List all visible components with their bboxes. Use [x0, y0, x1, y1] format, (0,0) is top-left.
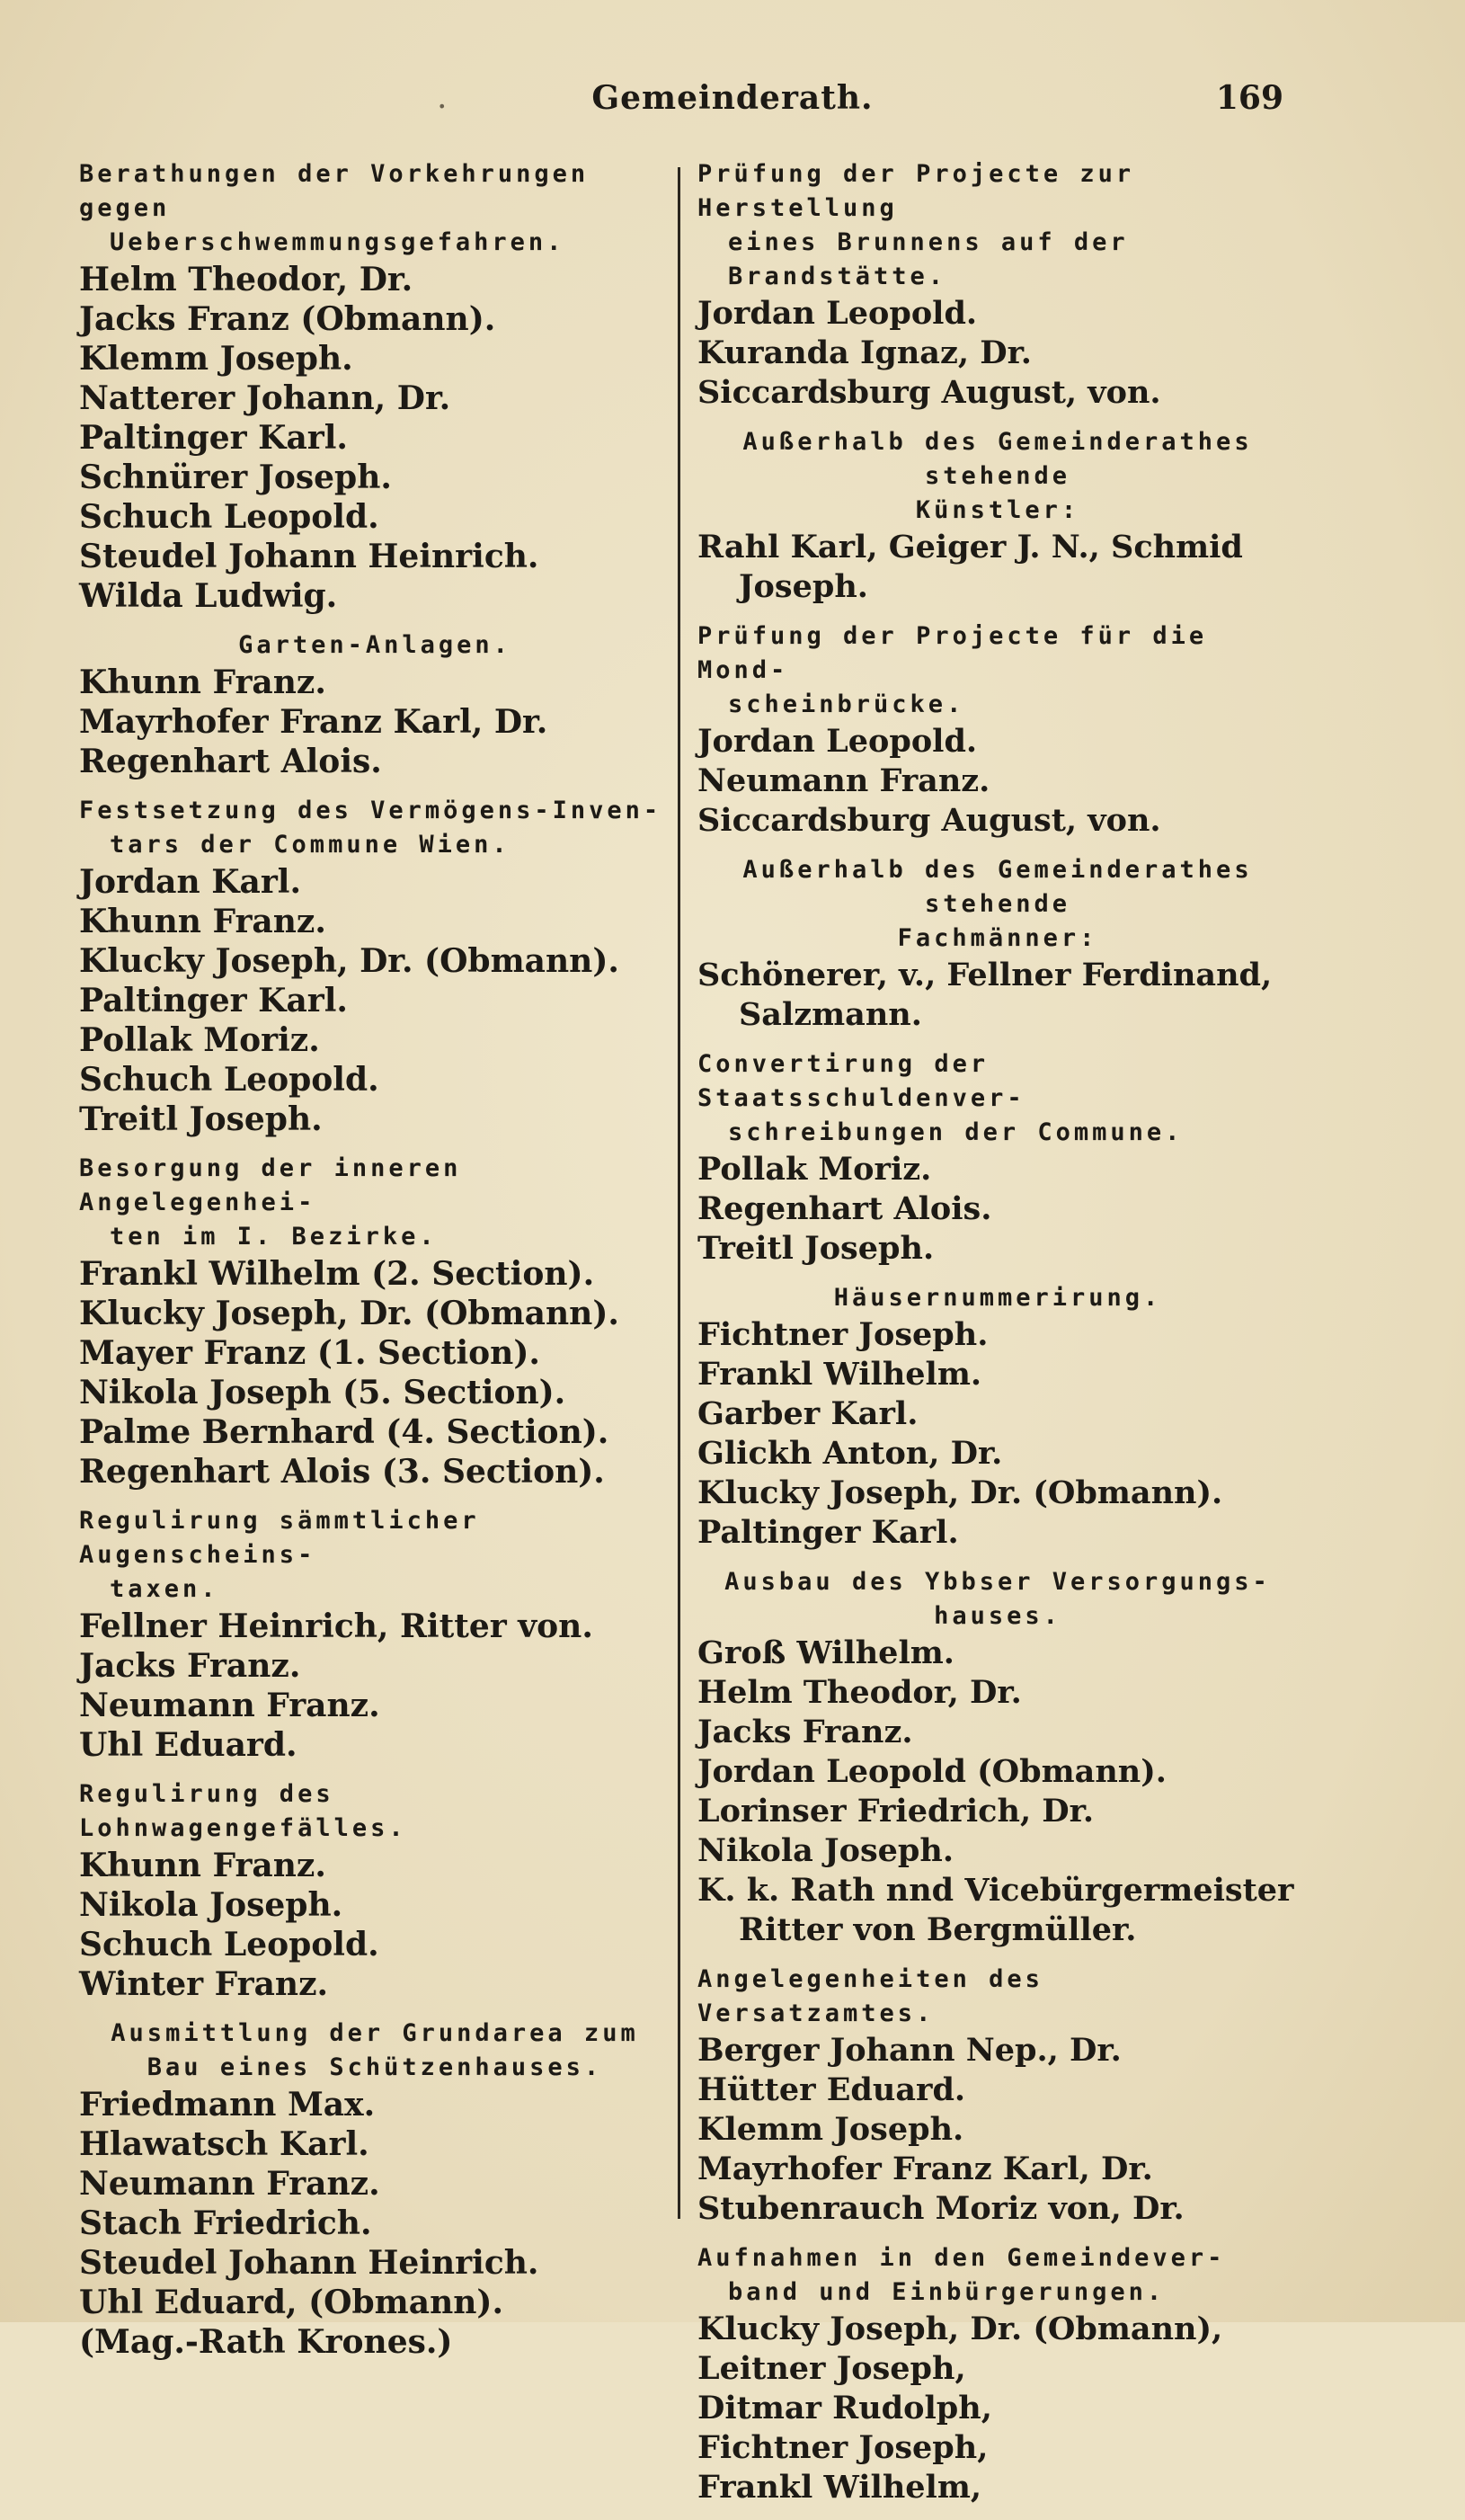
page-title: Gemeinderath. — [591, 79, 874, 117]
committee-section — [697, 1281, 1298, 1553]
member-entry: Hütter Eduard. — [697, 2071, 966, 2108]
section-heading — [79, 157, 670, 260]
section-heading — [79, 1152, 670, 1254]
section-heading-line: Häusernummerirung. — [833, 1284, 1162, 1312]
committee-section — [697, 853, 1298, 1035]
member-entry: Neumann Franz. — [79, 1687, 380, 1724]
member-entry: Groß Wilhelm. — [697, 1634, 954, 1671]
member-entry: Glickh Anton, Dr. — [697, 1435, 1003, 1472]
member-entry: Schönerer, v., Fellner Ferdinand, Salzmann. — [697, 957, 1273, 1033]
running-head — [0, 79, 1465, 124]
member-entry: Steudel Johann Heinrich. — [79, 2244, 539, 2282]
member-entry: Nikola Joseph (5. Section). — [79, 1374, 566, 1411]
member-entry: Jordan Leopold. — [697, 295, 978, 332]
section-heading — [697, 853, 1298, 956]
member-entry: Palme Bernhard (4. Section). — [79, 1413, 609, 1451]
section-heading-continuation: taxen. — [110, 1575, 219, 1603]
section-heading-line: Convertirung der Staatsschuldenver- — [697, 1050, 1026, 1112]
member-entry: Schuch Leopold. — [79, 498, 379, 536]
member-entry: Neumann Franz. — [79, 2165, 380, 2203]
member-entry: Jacks Franz (Obmann). — [79, 300, 496, 338]
committee-section — [697, 1047, 1298, 1269]
member-entry: Pollak Moriz. — [697, 1151, 932, 1188]
section-heading-line: Prüfung der Projecte für die Mond- — [697, 622, 1208, 684]
committee-section — [79, 628, 670, 781]
member-entry: Klemm Joseph. — [697, 2111, 964, 2148]
section-heading-line: Aufnahmen in den Gemeindever- — [697, 2244, 1226, 2272]
member-entry: Friedmann Max. — [79, 2086, 376, 2124]
member-entry: Klemm Joseph. — [79, 340, 353, 378]
header-dot: . — [437, 79, 448, 116]
committee-section — [697, 1565, 1298, 1950]
member-entry: Helm Theodor, Dr. — [79, 261, 413, 298]
committee-section — [79, 1504, 670, 1765]
section-heading-line: Angelegenheiten des Versatzamtes. — [697, 1965, 1043, 2027]
section-heading — [79, 1504, 670, 1607]
section-heading — [697, 157, 1298, 294]
member-entry: Schuch Leopold. — [79, 1926, 379, 1963]
member-entry: Mayrhofer Franz Karl, Dr. — [79, 703, 548, 741]
member-entry: Frankl Wilhelm (2. Section). — [79, 1255, 595, 1293]
member-entry: Frankl Wilhelm, — [697, 2469, 982, 2506]
member-entry: Wilda Ludwig. — [79, 577, 338, 615]
member-entry: Neumann Franz. — [697, 762, 990, 799]
committee-section — [697, 619, 1298, 841]
member-entry: Natterer Johann, Dr. — [79, 379, 451, 417]
member-entry: Kuranda Ignaz, Dr. — [697, 334, 1032, 371]
member-entry: Regenhart Alois. — [79, 743, 382, 780]
section-heading-line: Garten-Anlagen. — [238, 631, 511, 659]
section-heading-continuation: scheinbrücke. — [728, 690, 965, 718]
member-entry: Leitner Joseph, — [697, 2350, 966, 2387]
committee-section — [79, 1777, 670, 2004]
member-entry: Jordan Karl. — [79, 863, 302, 901]
member-entry: Pollak Moriz. — [79, 1021, 320, 1059]
member-entry: Fichtner Joseph, — [697, 2429, 989, 2466]
section-heading-continuation: schreibungen der Commune. — [728, 1118, 1184, 1146]
section-heading — [79, 794, 670, 862]
member-entry: Uhl Eduard, (Obmann). — [79, 2284, 503, 2321]
member-entry: (Mag.-Rath Krones.) — [79, 2323, 453, 2361]
member-entry: Treitl Joseph. — [697, 1230, 935, 1267]
member-entry: Uhl Eduard. — [79, 1726, 297, 1764]
section-heading-line: Ausbau des Ybbser Versorgungs- — [724, 1568, 1271, 1596]
right-column — [697, 157, 1298, 2520]
committee-section — [79, 1152, 670, 1492]
section-heading-line: Regulirung sämmtlicher Augenscheins- — [79, 1507, 480, 1569]
member-entry: Ditmar Rudolph, — [697, 2390, 992, 2427]
member-entry: Siccardsburg August, von. — [697, 374, 1161, 411]
member-entry: Siccardsburg August, von. — [697, 802, 1161, 839]
member-entry: Paltinger Karl. — [79, 419, 348, 457]
member-entry: Fellner Heinrich, Ritter von. — [79, 1607, 593, 1645]
member-entry: Lorinser Friedrich, Dr. — [697, 1793, 1095, 1830]
page-number: 169 — [1215, 79, 1283, 117]
section-heading — [79, 1777, 670, 1846]
member-entry: Regenhart Alois (3. Section). — [79, 1453, 605, 1491]
member-entry: Berger Johann Nep., Dr. — [697, 2032, 1122, 2069]
member-entry: Schnürer Joseph. — [79, 459, 392, 496]
section-heading-line: Prüfung der Projecte zur Herstellung — [697, 160, 1135, 222]
committee-section — [79, 157, 670, 616]
committee-section — [697, 157, 1298, 413]
member-entry: Nikola Joseph. — [697, 1832, 954, 1869]
section-heading-line: Besorgung der inneren Angelegenhei- — [79, 1154, 462, 1216]
committee-section — [697, 1963, 1298, 2229]
member-entry: Klucky Joseph, Dr. (Obmann). — [697, 1474, 1223, 1511]
section-heading-continuation: ten im I. Bezirke. — [110, 1223, 438, 1251]
member-entry: Nikola Joseph. — [79, 1886, 343, 1924]
member-entry: Paltinger Karl. — [697, 1514, 959, 1551]
section-heading-line: Festsetzung des Vermögens-Inven- — [79, 797, 662, 824]
section-heading — [79, 2017, 670, 2085]
member-entry: Regenhart Alois. — [697, 1190, 992, 1227]
member-entry: Khunn Franz. — [79, 903, 326, 940]
member-entry: Khunn Franz. — [79, 663, 326, 701]
section-heading — [697, 619, 1298, 722]
member-entry: Helm Theodor, Dr. — [697, 1674, 1022, 1711]
committee-section — [79, 794, 670, 1139]
section-heading-line: Berathungen der Vorkehrungen gegen — [79, 160, 590, 222]
member-entry: Schuch Leopold. — [79, 1061, 379, 1099]
committee-section — [697, 2241, 1298, 2507]
section-heading — [697, 425, 1298, 528]
section-heading-continuation: Fachmänner: — [897, 924, 1098, 952]
section-heading — [697, 1281, 1298, 1315]
member-entry: Rahl Karl, Geiger J. N., Schmid Joseph. — [697, 529, 1243, 605]
member-entry: Jordan Leopold. — [697, 723, 978, 760]
member-entry: Winter Franz. — [79, 1965, 329, 2003]
member-entry: Klucky Joseph, Dr. (Obmann). — [79, 1295, 619, 1332]
section-heading — [79, 628, 670, 663]
left-column — [79, 157, 670, 2374]
section-heading-continuation: Ueberschwemmungsgefahren. — [110, 228, 565, 256]
committee-section — [79, 2017, 670, 2362]
section-heading — [697, 1565, 1298, 1634]
member-entry: Jacks Franz. — [697, 1714, 913, 1750]
member-entry: Stach Friedrich. — [79, 2204, 372, 2242]
member-entry: Khunn Franz. — [79, 1847, 326, 1884]
section-heading — [697, 1963, 1298, 2031]
section-heading-continuation: Künstler: — [915, 496, 1080, 524]
section-heading-line: Regulirung des Lohnwagengefälles. — [79, 1780, 407, 1842]
section-heading-continuation: band und Einbürgerungen. — [728, 2278, 1166, 2306]
member-entry: Treitl Joseph. — [79, 1100, 323, 1138]
member-entry: Jordan Leopold (Obmann). — [697, 1753, 1167, 1790]
member-entry: Hlawatsch Karl. — [79, 2125, 369, 2163]
member-entry: Mayer Franz (1. Section). — [79, 1334, 540, 1372]
section-heading — [697, 1047, 1298, 1150]
member-entry: Stubenrauch Moriz von, Dr. — [697, 2190, 1185, 2227]
section-heading-continuation: eines Brunnens auf der Brandstätte. — [728, 228, 1129, 290]
member-entry: Garber Karl. — [697, 1395, 919, 1432]
member-entry: Paltinger Karl. — [79, 982, 348, 1020]
member-entry: Klucky Joseph, Dr. (Obmann), — [697, 2311, 1223, 2347]
section-heading-line: Ausmittlung der Grundarea zum — [111, 2019, 639, 2047]
member-entry: Fichtner Joseph. — [697, 1316, 989, 1353]
section-heading-continuation: hauses. — [934, 1602, 1061, 1630]
section-heading-line: Außerhalb des Gemeinderathes stehende — [742, 856, 1253, 918]
member-entry: K. k. Rath nnd Vicebürgermeister Ritter von Bergmüller. — [697, 1872, 1294, 1948]
member-entry: Mayrhofer Franz Karl, Dr. — [697, 2150, 1153, 2187]
committee-section — [697, 425, 1298, 607]
member-entry: Steudel Johann Heinrich. — [79, 538, 539, 575]
section-heading — [697, 2241, 1298, 2310]
section-heading-continuation: tars der Commune Wien. — [110, 831, 511, 859]
section-heading-continuation: Bau eines Schützenhauses. — [146, 2053, 603, 2081]
member-entry: Frankl Wilhelm. — [697, 1356, 982, 1393]
column-divider — [678, 167, 680, 2219]
member-entry: Klucky Joseph, Dr. (Obmann). — [79, 942, 619, 980]
member-entry: Jacks Franz. — [79, 1647, 301, 1685]
section-heading-line: Außerhalb des Gemeinderathes stehende — [742, 428, 1253, 490]
